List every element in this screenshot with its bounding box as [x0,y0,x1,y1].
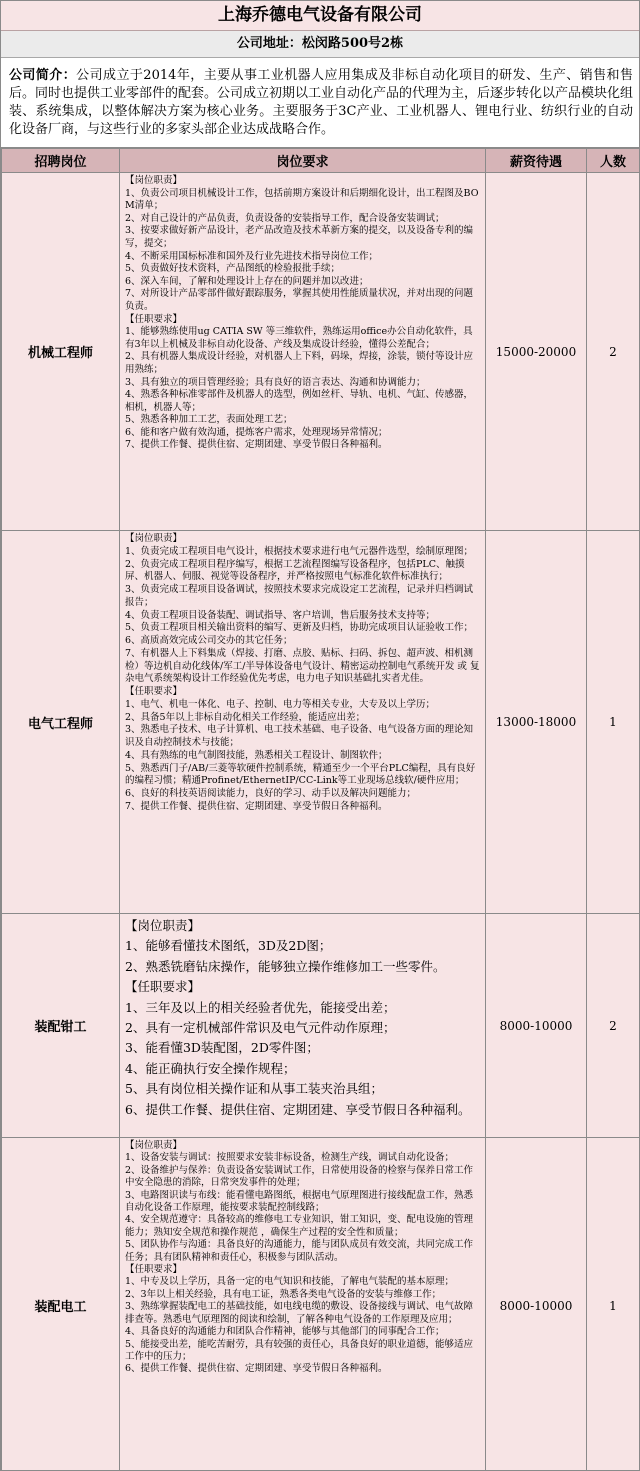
table-row [2,914,640,1138]
requirement-line: 3、熟练掌握装配电工的基础技能，如电线电缆的敷设、设备接线与调试、电气故障排查等。熟悉电气原理图的阅读和绘制，了解各种电气设备的工作原理及应用； [125,1301,474,1325]
requirement-line: 3、负责完成工程项目设备调试，按照技术要求完成设定工艺流程，记录并归档调试报告； [125,584,474,608]
requirement-line: 5、团队协作与沟通：具备良好的沟通能力，能与团队成员有效交流，共同完成工作任务；具有团队精神和责任心，积极参与团队活动。 [125,1239,474,1263]
requirement-line: 6、良好的科技英语阅读能力，良好的学习、动手以及解决问题能力； [125,788,417,799]
requirement-line: 1、负责完成工程项目电气设计，根据技术要求进行电气元器件选型，绘制原理图； [125,545,474,557]
company-name: 上海乔德电气设备有限公司 [1,1,639,31]
requirement-line: 2、3年以上相关经验，具有电工证，熟悉各类电气设备的安装与维修工作； [125,1288,442,1300]
position-name: 装配电工 [2,1138,120,1471]
requirement-line: 4、能正确执行安全操作规程； [125,1060,296,1076]
header-salary: 薪资待遇 [486,149,587,173]
headcount-value: 1 [587,1138,640,1471]
requirement-line: 【岗位职责】 [125,175,183,186]
requirement-line: 4、具有熟练的电气制图技能，熟悉相关工程设计、制图软件； [125,749,388,761]
requirement-line: 4、安全规范遵守：具备较高的维修电工专业知识，钳工知识，变、配电设施的管理能力；熟知安全规范和操作规范 ，确保生产过程的安全性和质量； [125,1214,474,1238]
requirement-line: 1、三年及以上的相关经验者优先，能接受出差； [125,999,396,1015]
requirement-line: 1、能够看懂技术图纸，3D及2D图； [125,938,332,954]
requirement-line: 【岗位职责】 [125,918,201,933]
position-name: 电气工程师 [2,531,120,914]
requirement-line: 【岗位职责】 [125,1140,183,1151]
requirement-line: 5、具有岗位相关操作证和从事工装夹治具组； [125,1081,383,1097]
salary-value: 8000-10000 [486,1138,587,1471]
requirement-line: 2、熟悉铣磨钻床操作，能够独立操作维修加工一些零件。 [125,958,446,974]
requirement-line: 【任职要求】 [125,979,201,995]
requirement-line: 1、电气、机电一体化、电子、控制、电力等相关专业，大专及以上学历； [125,698,436,710]
requirement-line: 6、提供工作餐、提供住宿、定期团建、享受节假日各种福利。 [125,1101,471,1117]
salary-value: 15000-20000 [486,173,587,531]
headcount-value: 1 [587,531,640,914]
company-intro [1,58,639,148]
requirement-line: 5、负责工程项目相关输出资料的编写、更新及归档，协助完成项目认证验收工作； [125,622,474,634]
requirement-line: 6、深入车间，了解和处理设计上存在的问题并加以改进； [125,275,369,287]
requirement-line: 2、具有机器人集成设计经验，对机器人上下料，码垛，焊接，涂装，锁付等设计应用熟练； [125,351,474,375]
requirement-line: 5、熟悉各种加工工艺，表面处理工艺； [125,414,293,426]
requirement-line: 5、负责做好技术资料，产品图纸的检验报批手续； [125,263,341,275]
requirement-line: 3、按要求做好新产品设计，老产品改造及技术革新方案的提交，以及设备专利的编写，提交； [125,225,474,249]
requirements-cell [120,173,486,531]
requirement-line: 3、熟悉电子技术、电子计算机、电工技术基础、电子设备、电气设备方面的理论知识及自动控制技术与技能； [125,724,474,748]
table-row [2,531,640,914]
table-row [2,173,640,531]
requirement-line: 2、负责完成工程项目程序编写，根据工艺流程图编写设备程序，包括PLC、触摸屏、机器人、伺服、视觉等设备程序，并严格按照电气标准化软件标准执行； [125,558,465,583]
requirements-cell [120,531,486,914]
intro-label: 公司简介： [9,68,77,83]
requirement-line: 【岗位职责】 [125,533,183,544]
requirement-line: 4、熟悉各种标准零部件及机器人的选型，例如丝杆、导轨、电机、气缸、传感器，相机，机器人等； [125,389,474,413]
requirement-line: 6、能和客户做有效沟通，提炼客户需求，处理现场异常情况； [125,426,388,438]
requirements-cell [120,914,486,1138]
header-position: 招聘岗位 [2,149,120,173]
requirement-line: 【任职要求】 [125,313,183,325]
requirement-line: 1、设备安装与调试：按照要求安装非标设备，检测生产线，调试自动化设备； [125,1152,455,1164]
requirement-line: 7、对所设计产品零部件做好跟踪服务，掌握其使用性能质量状况，并对出现的问题负责。 [125,288,474,312]
salary-value: 13000-18000 [486,531,587,914]
headcount-value: 2 [587,914,640,1138]
requirement-line: 3、电路图识读与布线：能看懂电路图纸，根据电气原理图进行接线配盘工作，熟悉自动化设备工作原理，能按要求装配控制线路； [125,1189,474,1214]
requirement-line: 4、具备良好的沟通能力和团队合作精神，能够与其他部门的同事配合工作； [125,1326,445,1338]
requirement-line: 1、中专及以上学历，具备一定的电气知识和技能，了解电气装配的基本原理； [125,1276,455,1288]
requirement-line: 2、具备5年以上非标自动化相关工作经验，能适应出差； [125,711,366,723]
job-table [1,148,640,1471]
header-count: 人数 [587,149,640,173]
table-header-row [2,149,640,173]
requirement-line: 1、能够熟练使用ug CATIA SW 等三维软件，熟练运用office办公自动化软件，具有3年以上机械及非标自动化设备、产线及集成设计经验，懂得公差配合； [125,326,473,350]
position-name: 装配钳工 [2,914,120,1138]
requirement-line: 6、高质高效完成公司交办的其它任务； [125,635,293,646]
requirement-line: 7、有机器人上下料集成（焊接、打磨、点胶、贴标、扫码、拆包、超声波、相机测检）等边机自动化线体/军工/半导体设备电气设计、精密运动控制电气系统开发 或 复杂电气系统架构设计工作经验优先考虑，电力电子知识基础扎实者尤佳。 [125,647,480,685]
header-requirements: 岗位要求 [120,149,486,173]
requirement-line: 7、提供工作餐、提供住宿、定期团建、享受节假日各种福利。 [125,439,388,451]
requirement-line: 2、设备维护与保养：负责设备安装调试工作，日常使用设备的检察与保养日常工作中安全隐患的消除，日常突发事件的处理； [125,1164,474,1189]
requirement-line: 【任职要求】 [125,686,183,697]
requirement-line: 4、负责工程项目设备装配、调试指导、客户培训，售后服务技术支持等； [125,609,436,621]
requirement-line: 5、能接受出差，能吃苦耐劳，具有较强的责任心，具备良好的职业道德，能够适应工作中的压力； [125,1338,474,1362]
requirement-line: 3、能看懂3D装配图，2D零件图； [125,1040,319,1056]
requirement-line: 1、负责公司项目机械设计工作，包括前期方案设计和后期细化设计，出工程图及BOM清单； [125,187,479,212]
requirements-cell [120,1138,486,1471]
requirement-line: 4、不断采用国标标准和国外及行业先进技术指导岗位工作； [125,250,379,262]
requirement-line: 【任职要求】 [125,1264,183,1276]
requirement-line: 3、具有独立的项目管理经验；具有良好的语言表达、沟通和协调能力； [125,376,426,388]
requirement-line: 6、提供工作餐、提供住宿、定期团建、享受节假日各种福利。 [125,1363,388,1375]
requirement-line: 2、具有一定机械部件常识及电气元件动作原理； [125,1020,396,1036]
company-address: 公司地址：松闵路500号2栋 [1,31,639,58]
salary-value: 8000-10000 [486,914,587,1138]
table-row [2,1138,640,1471]
position-name: 机械工程师 [2,173,120,531]
requirement-line: 5、熟悉西门子/AB/三菱等软硬件控制系统，精通至少一个平台PLC编程，具有良好的编程习惯；精通Profinet/EthernetIP/CC-Link等工业现场总线软/硬件应用； [125,762,476,787]
headcount-value: 2 [587,173,640,531]
requirement-line: 7、提供工作餐、提供住宿、定期团建、享受节假日各种福利。 [125,800,388,812]
intro-text: 公司成立于2014年，主要从事工业机器人应用集成及非标自动化项目的研发、生产、销售和售后。同时也提供工业零部件的配套。公司成立初期以工业自动化产品的代理为主，后逐步转化以产品模块化组装、系统集成，以整体解决方案为核心业务。主要服务于3C产业、工业机器人、锂电行业、纺织行业的自动化设备厂商，与这些行业的多家头部企业达成战略合作。 [9,68,634,137]
requirement-line: 2、对自己设计的产品负责，负责设备的安装指导工作，配合设备安装调试； [125,212,445,224]
